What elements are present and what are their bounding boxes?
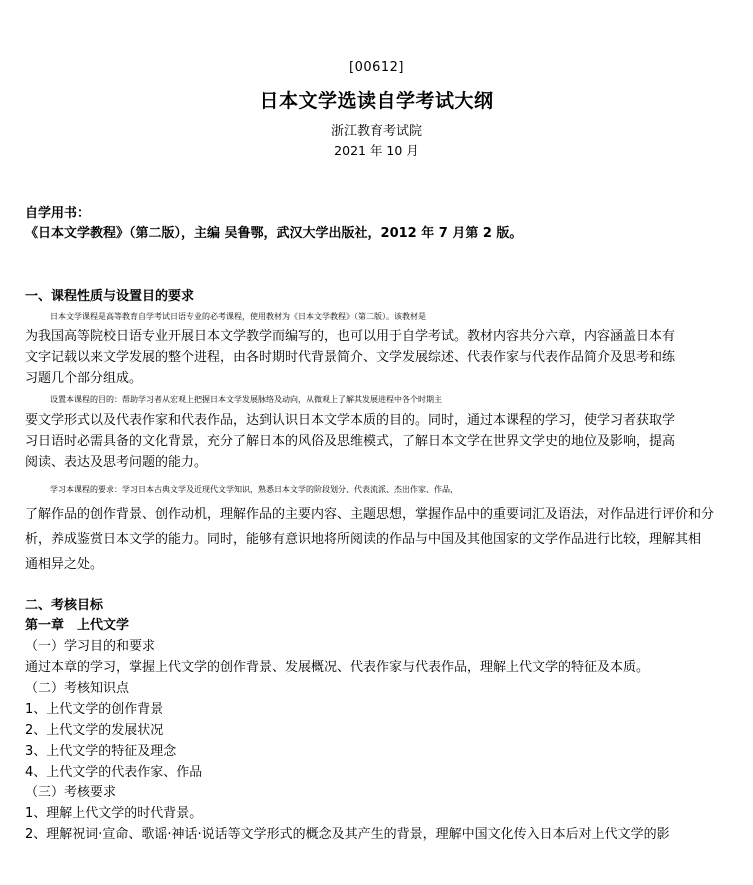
learning-goals-text: 通过本章的学习，掌握上代文学的创作背景、发展概况、代表作家与代表作品，理解上代文学的特征及本质。	[25, 660, 650, 675]
paragraph-line: 析，养成鉴赏日本文学的能力。同时，能够有意识地将所阅读的作品与中国及其他国家的文学作品进行比较，理解其相	[25, 532, 702, 547]
subsection-knowledge-points: （二）考核知识点	[25, 681, 130, 696]
chapter-heading: 第一章 上代文学	[25, 618, 130, 633]
paragraph-line: 文字记载以来文学发展的整个进程，由各时期时代背景简介、文学发展综述、代表作家与代表作品简介及思考和练	[25, 350, 676, 365]
issuing-organization: 浙江教育考试院	[330, 124, 422, 139]
paragraph-line: 习日语时必需具备的文化背景，充分了解日本的风俗及思维模式，了解日本文学在世界文学史的地位及影响，提高	[25, 434, 676, 449]
section-2-heading: 二、考核目标	[25, 598, 104, 613]
paragraph-line: 学习本课程的要求：学习日本古典文学及近现代文学知识，熟悉日本文学的阶段划分、代表流派、杰出作家、作品，	[50, 485, 458, 494]
subsection-learning-goals: （一）学习目的和要求	[25, 639, 156, 654]
paragraph-line: 为我国高等院校日语专业开展日本文学教学而编写的，也可以用于自学考试。教材内容共分六章，内容涵盖日本有	[25, 329, 676, 344]
paragraph-line: 通相异之处。	[25, 557, 104, 572]
textbook-label: 自学用书：	[25, 206, 91, 221]
paragraph-line: 要文学形式以及代表作家和代表作品，达到认识日本文学本质的目的。同时，通过本课程的学习，使学习者获取学	[25, 413, 676, 428]
paragraph-line: 阅读、表达及思考问题的能力。	[25, 455, 208, 470]
paragraph-line: 日本文学课程是高等教育自学考试日语专业的必考课程，使用教材为《日本文学教程》（第二版）。该教材是	[50, 312, 426, 321]
subsection-requirements: （三）考核要求	[25, 785, 117, 800]
list-item: 1、上代文学的创作背景	[25, 702, 164, 717]
textbook-reference: 《日本文学教程》（第二版），主编 吴鲁鄂，武汉大学出版社，2012 年 7 月第 2 版。	[25, 226, 523, 241]
list-item: 3、上代文学的特征及理念	[25, 744, 177, 759]
list-item: 2、理解祝词·宣命、歌谣·神话·说话等文学形式的概念及其产生的背景，理解中国文化传入日本后对上代文学的影	[25, 827, 670, 842]
course-code: [00612]	[349, 60, 404, 75]
paragraph-line: 习题几个部分组成。	[25, 371, 143, 386]
list-item: 2、上代文学的发展状况	[25, 723, 164, 738]
list-item: 4、上代文学的代表作家、作品	[25, 765, 203, 780]
issue-date: 2021 年 10 月	[334, 143, 419, 158]
list-item: 1、理解上代文学的时代背景。	[25, 806, 203, 821]
document-title: 日本文学选读自学考试大纲	[259, 90, 494, 112]
paragraph-line: 了解作品的创作背景、创作动机，理解作品的主要内容、主题思想，掌握作品中的重要词汇及语法，对作品进行评价和分	[25, 507, 715, 522]
section-1-heading: 一、课程性质与设置目的要求	[25, 289, 195, 304]
paragraph-line: 设置本课程的目的：帮助学习者从宏观上把握日本文学发展脉络及动向，从微观上了解其发展进程中各个时期主	[50, 395, 442, 404]
